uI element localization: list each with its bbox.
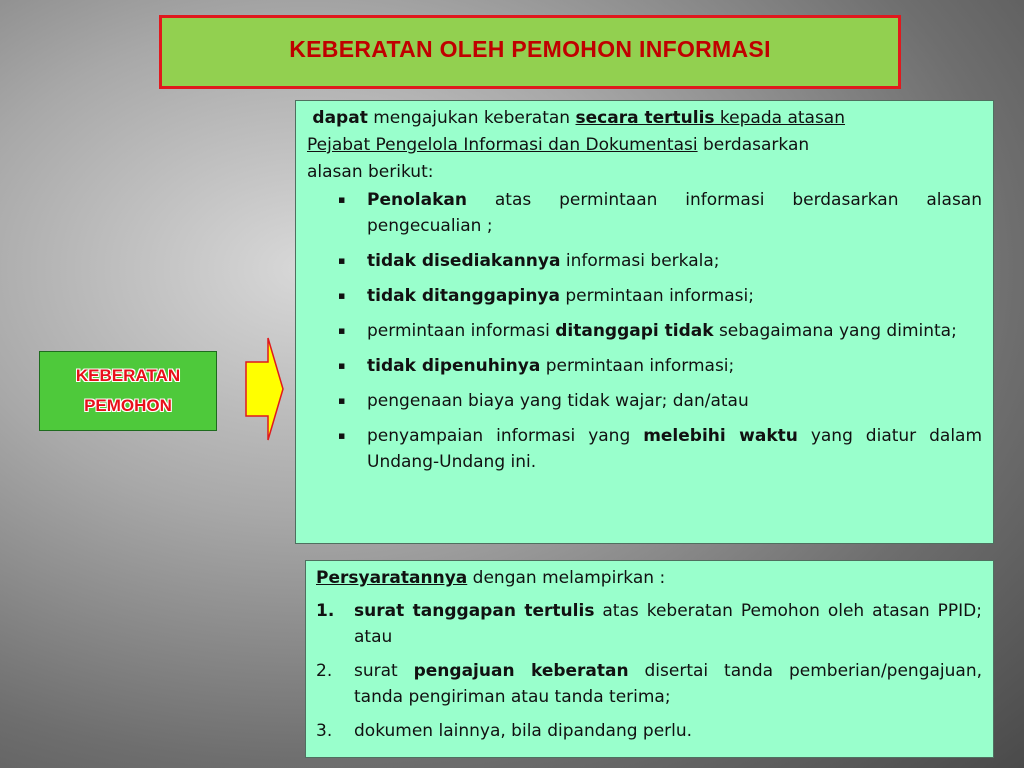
item-text: permintaan informasi bbox=[367, 321, 556, 341]
item-bold-text: tidak ditanggapinya bbox=[367, 286, 560, 306]
item-number: 1. bbox=[316, 601, 335, 621]
bullet-icon: ▪ bbox=[338, 394, 346, 407]
item-bold-text: tidak disediakannya bbox=[367, 251, 561, 271]
list-item bbox=[338, 318, 982, 344]
item-text: permintaan informasi; bbox=[540, 356, 735, 376]
item-bold-text: pengajuan keberatan bbox=[413, 661, 629, 681]
list-item bbox=[316, 718, 982, 744]
item-text: dokumen lainnya, bila dipandang perlu. bbox=[354, 721, 693, 741]
item-number: 2. bbox=[316, 661, 333, 681]
bullet-icon: ▪ bbox=[338, 193, 346, 206]
list-item bbox=[338, 353, 982, 379]
bullet-icon: ▪ bbox=[338, 289, 346, 302]
list-item bbox=[338, 388, 982, 414]
requirements-heading: Persyaratannya dengan melampirkan : bbox=[316, 568, 666, 588]
item-bold-text: tidak dipenuhinya bbox=[367, 356, 541, 376]
item-text: permintaan informasi; bbox=[559, 286, 754, 306]
item-text: disertai tanda pemberian/pengajuan, tanda pengiriman atau tanda terima; bbox=[354, 661, 983, 707]
item-text: atas permintaan informasi berdasarkan alasan pengecualian ; bbox=[367, 190, 982, 236]
bullet-icon: ▪ bbox=[338, 254, 346, 267]
side-box-line-1: KEBERATAN bbox=[75, 366, 181, 385]
side-box-line-2: PEMOHON bbox=[84, 396, 172, 415]
right-arrow-icon bbox=[244, 334, 286, 444]
item-text: informasi berkala; bbox=[560, 251, 720, 271]
item-bold-text: ditanggapi tidak bbox=[555, 321, 714, 341]
item-text: pengenaan biaya yang tidak wajar; dan/atau bbox=[367, 391, 749, 411]
item-text: sebagaimana yang diminta; bbox=[713, 321, 957, 341]
item-bold-text: Penolakan bbox=[367, 190, 467, 210]
item-number: 3. bbox=[316, 721, 333, 741]
reasons-panel bbox=[295, 100, 994, 544]
item-text: yang diatur dalam Undang-Undang ini. bbox=[367, 426, 983, 472]
item-bold-text: melebihi waktu bbox=[643, 426, 798, 446]
list-item bbox=[338, 423, 983, 475]
reasons-list bbox=[307, 187, 982, 475]
item-bold-text: surat tanggapan tertulis bbox=[354, 601, 595, 621]
keberatan-pemohon-box bbox=[39, 351, 217, 431]
list-item bbox=[316, 598, 982, 650]
page-title: KEBERATAN OLEH PEMOHON INFORMASI bbox=[289, 35, 771, 62]
list-item bbox=[338, 187, 982, 239]
item-text: atas keberatan Pemohon oleh atasan PPID; atau bbox=[354, 601, 982, 647]
requirements-list bbox=[316, 598, 982, 744]
list-item bbox=[316, 658, 983, 710]
item-text: penyampaian informasi yang bbox=[367, 426, 644, 446]
requirements-panel bbox=[305, 560, 994, 758]
list-item bbox=[338, 248, 982, 274]
title-box bbox=[159, 15, 901, 89]
item-text: surat bbox=[354, 661, 414, 681]
list-item bbox=[338, 283, 982, 309]
bullet-icon: ▪ bbox=[338, 429, 346, 442]
bullet-icon: ▪ bbox=[338, 324, 346, 337]
bullet-icon: ▪ bbox=[338, 359, 346, 372]
intro-text: dapat mengajukan keberatan secara tertulis kepada atasan Pejabat Pengelola Informasi dan Dokumentasi berdasarkan alasan berikut: bbox=[307, 108, 845, 182]
